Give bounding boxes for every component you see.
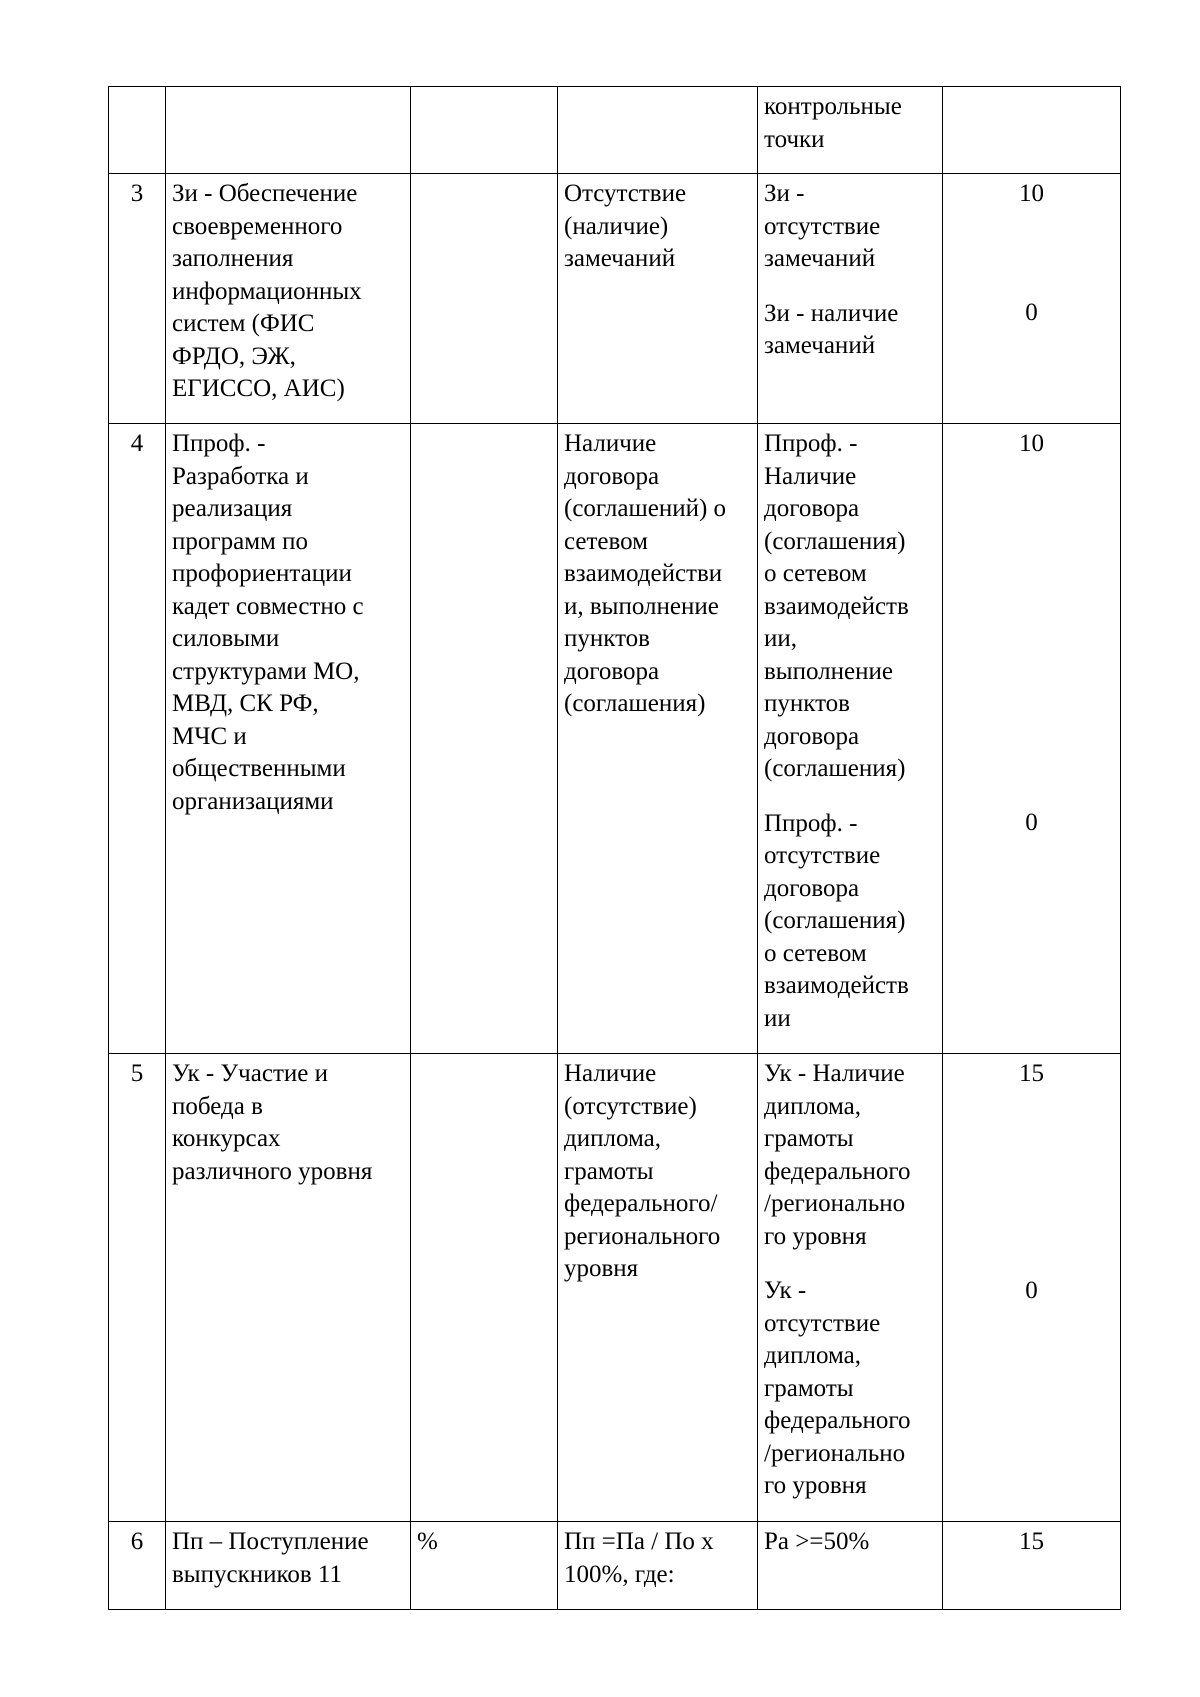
text-line: замечаний — [764, 245, 876, 272]
text-line: взаимодейств — [764, 972, 909, 999]
text-line: отсутствие — [764, 212, 881, 240]
table-row — [109, 1054, 1121, 1522]
cell-number: 4 — [109, 424, 166, 1054]
points-value: 0 — [1025, 1276, 1038, 1304]
text-line: программ по — [172, 527, 308, 555]
table-row — [109, 1522, 1121, 1610]
text-line: федерального/ — [564, 1190, 718, 1217]
text-line: диплома, — [564, 1125, 661, 1152]
text-line: го уровня — [764, 1472, 867, 1499]
text-line: реализация — [172, 495, 293, 522]
text-line: уровня — [564, 1255, 639, 1282]
text-line: (соглашений) о — [564, 495, 727, 522]
text-line: взаимодействи — [564, 560, 723, 587]
text-line: федерального — [764, 1407, 911, 1434]
cell-criteria — [758, 1054, 943, 1522]
text-line: грамоты — [764, 1374, 854, 1402]
cell-indicator-name — [166, 1054, 411, 1522]
criteria-block — [764, 1058, 936, 1253]
text-line: 100%, где: — [564, 1560, 675, 1588]
points-value: 15 — [1019, 1060, 1044, 1087]
criteria-block — [764, 298, 936, 363]
points-value: 10 — [1019, 180, 1044, 207]
cell-indicator-name — [166, 174, 411, 424]
text-line: сетевом — [564, 527, 648, 555]
text-line: договора — [564, 462, 660, 490]
text-line: договора — [764, 495, 860, 522]
text-line: Ппроф. - — [172, 430, 266, 457]
cell-unit — [411, 1054, 558, 1522]
criteria-block — [764, 1275, 936, 1503]
text-line: Зи - — [764, 180, 805, 207]
text-line: Наличие — [564, 1060, 657, 1087]
text-line: замечаний — [764, 332, 876, 359]
text-line: замечаний — [564, 245, 676, 272]
table-row — [109, 87, 1121, 174]
cell-method — [558, 1522, 758, 1610]
cell-points — [943, 1522, 1121, 1610]
cell-unit — [411, 1522, 558, 1610]
cell-points — [943, 1054, 1121, 1522]
text-line: конкурсах — [172, 1125, 281, 1152]
text-line: ии — [764, 1004, 791, 1032]
cell-criteria — [758, 1522, 943, 1610]
cell-number: 3 — [109, 174, 166, 424]
text-line: кадет совместно с — [172, 592, 364, 620]
text-line: договора — [764, 722, 860, 750]
text-line: о сетевом — [764, 939, 867, 967]
text-line: ФРДО, ЭЖ, — [172, 342, 296, 370]
cell-criteria — [758, 87, 943, 174]
text-line: пунктов — [564, 625, 650, 652]
text-line: Ппроф. - — [764, 430, 858, 457]
text-line: выпускников 11 — [172, 1560, 342, 1588]
text-line: заполнения — [172, 245, 294, 272]
cell-points — [943, 174, 1121, 424]
cell-criteria — [758, 174, 943, 424]
text-line: и, выполнение — [564, 592, 719, 620]
text-line: Зи - наличие — [764, 299, 899, 327]
text-line: (соглашения) — [564, 690, 706, 717]
text-line: /регионально — [764, 1439, 906, 1467]
text-line: (отсутствие) — [564, 1092, 697, 1120]
criteria-block — [764, 178, 936, 276]
cell-number: 6 — [109, 1522, 166, 1610]
text-line: победа в — [172, 1092, 263, 1120]
cell-points — [943, 424, 1121, 1054]
text-line: информационных — [172, 277, 362, 305]
cell-method — [558, 174, 758, 424]
text-line: различного уровня — [172, 1157, 373, 1185]
text-line: ии, — [764, 625, 798, 652]
text-line: Наличие — [564, 430, 657, 457]
criteria-block — [764, 428, 936, 786]
text-line: регионального — [564, 1222, 721, 1250]
text-line: пунктов — [764, 690, 850, 717]
cell-unit — [411, 424, 558, 1054]
table-row — [109, 424, 1121, 1054]
text-line: отсутствие — [764, 1309, 881, 1337]
points-value: 15 — [1019, 1528, 1044, 1555]
cell-method — [558, 424, 758, 1054]
cell-number — [109, 87, 166, 174]
cell-method — [558, 87, 758, 174]
text-line: отсутствие — [764, 842, 881, 869]
text-line: (соглашения) — [764, 907, 906, 934]
text-line: общественными — [172, 755, 346, 782]
text-line: МВД, СК РФ, — [172, 690, 319, 717]
text-line: организациями — [172, 787, 334, 815]
text-line: Разработка и — [172, 462, 309, 490]
table-row — [109, 174, 1121, 424]
text-line: Пп =Па / По х — [564, 1528, 714, 1555]
text-line: контрольные — [764, 93, 902, 120]
text-line: грамоты — [764, 1125, 854, 1152]
points-value: 0 — [1025, 298, 1038, 326]
text-line: Ппроф. - — [764, 809, 858, 837]
text-line: ЕГИССО, АИС) — [172, 375, 345, 402]
text-line: Ук - Наличие — [764, 1060, 905, 1087]
points-value: 0 — [1025, 808, 1038, 836]
text-line: диплома, — [764, 1342, 861, 1369]
cell-indicator-name — [166, 87, 411, 174]
text-line: выполнение — [764, 657, 893, 685]
text-line: Ук - Участие и — [172, 1060, 328, 1087]
text-line: го уровня — [764, 1222, 867, 1250]
text-line: (соглашения) — [764, 755, 906, 782]
criteria-block — [764, 808, 936, 1036]
cell-criteria — [758, 424, 943, 1054]
text-line: Пп – Поступление — [172, 1528, 369, 1555]
text-line: Отсутствие — [564, 180, 687, 207]
criteria-table — [108, 86, 1121, 1610]
text-line: (соглашения) — [764, 527, 906, 555]
text-line: взаимодейств — [764, 592, 909, 620]
text-line: о сетевом — [764, 560, 867, 587]
cell-number: 5 — [109, 1054, 166, 1522]
cell-unit — [411, 87, 558, 174]
text-line: структурами МО, — [172, 657, 360, 685]
text-line: точки — [764, 125, 825, 153]
text-line: договора — [564, 657, 660, 685]
text-line: Наличие — [764, 462, 857, 490]
text-line: (наличие) — [564, 212, 669, 240]
text-line: грамоты — [564, 1157, 654, 1185]
text-line: силовыми — [172, 625, 280, 652]
text-line: федерального — [764, 1157, 911, 1185]
text-line: /регионально — [764, 1190, 906, 1217]
text-line: своевременного — [172, 212, 343, 240]
cell-points — [943, 87, 1121, 174]
cell-unit — [411, 174, 558, 424]
points-value: 10 — [1019, 430, 1044, 457]
text-line: систем (ФИС — [172, 310, 315, 337]
cell-indicator-name — [166, 1522, 411, 1610]
cell-indicator-name — [166, 424, 411, 1054]
text-line: МЧС и — [172, 722, 247, 750]
text-line: Зи - Обеспечение — [172, 180, 358, 207]
text-line: диплома, — [764, 1092, 861, 1120]
text-line: Ра >=50% — [764, 1528, 870, 1555]
text-line: % — [417, 1528, 438, 1555]
cell-method — [558, 1054, 758, 1522]
text-line: договора — [764, 874, 860, 902]
text-line: профориентации — [172, 560, 352, 587]
criteria-block — [764, 91, 936, 156]
text-line: Ук - — [764, 1277, 807, 1304]
